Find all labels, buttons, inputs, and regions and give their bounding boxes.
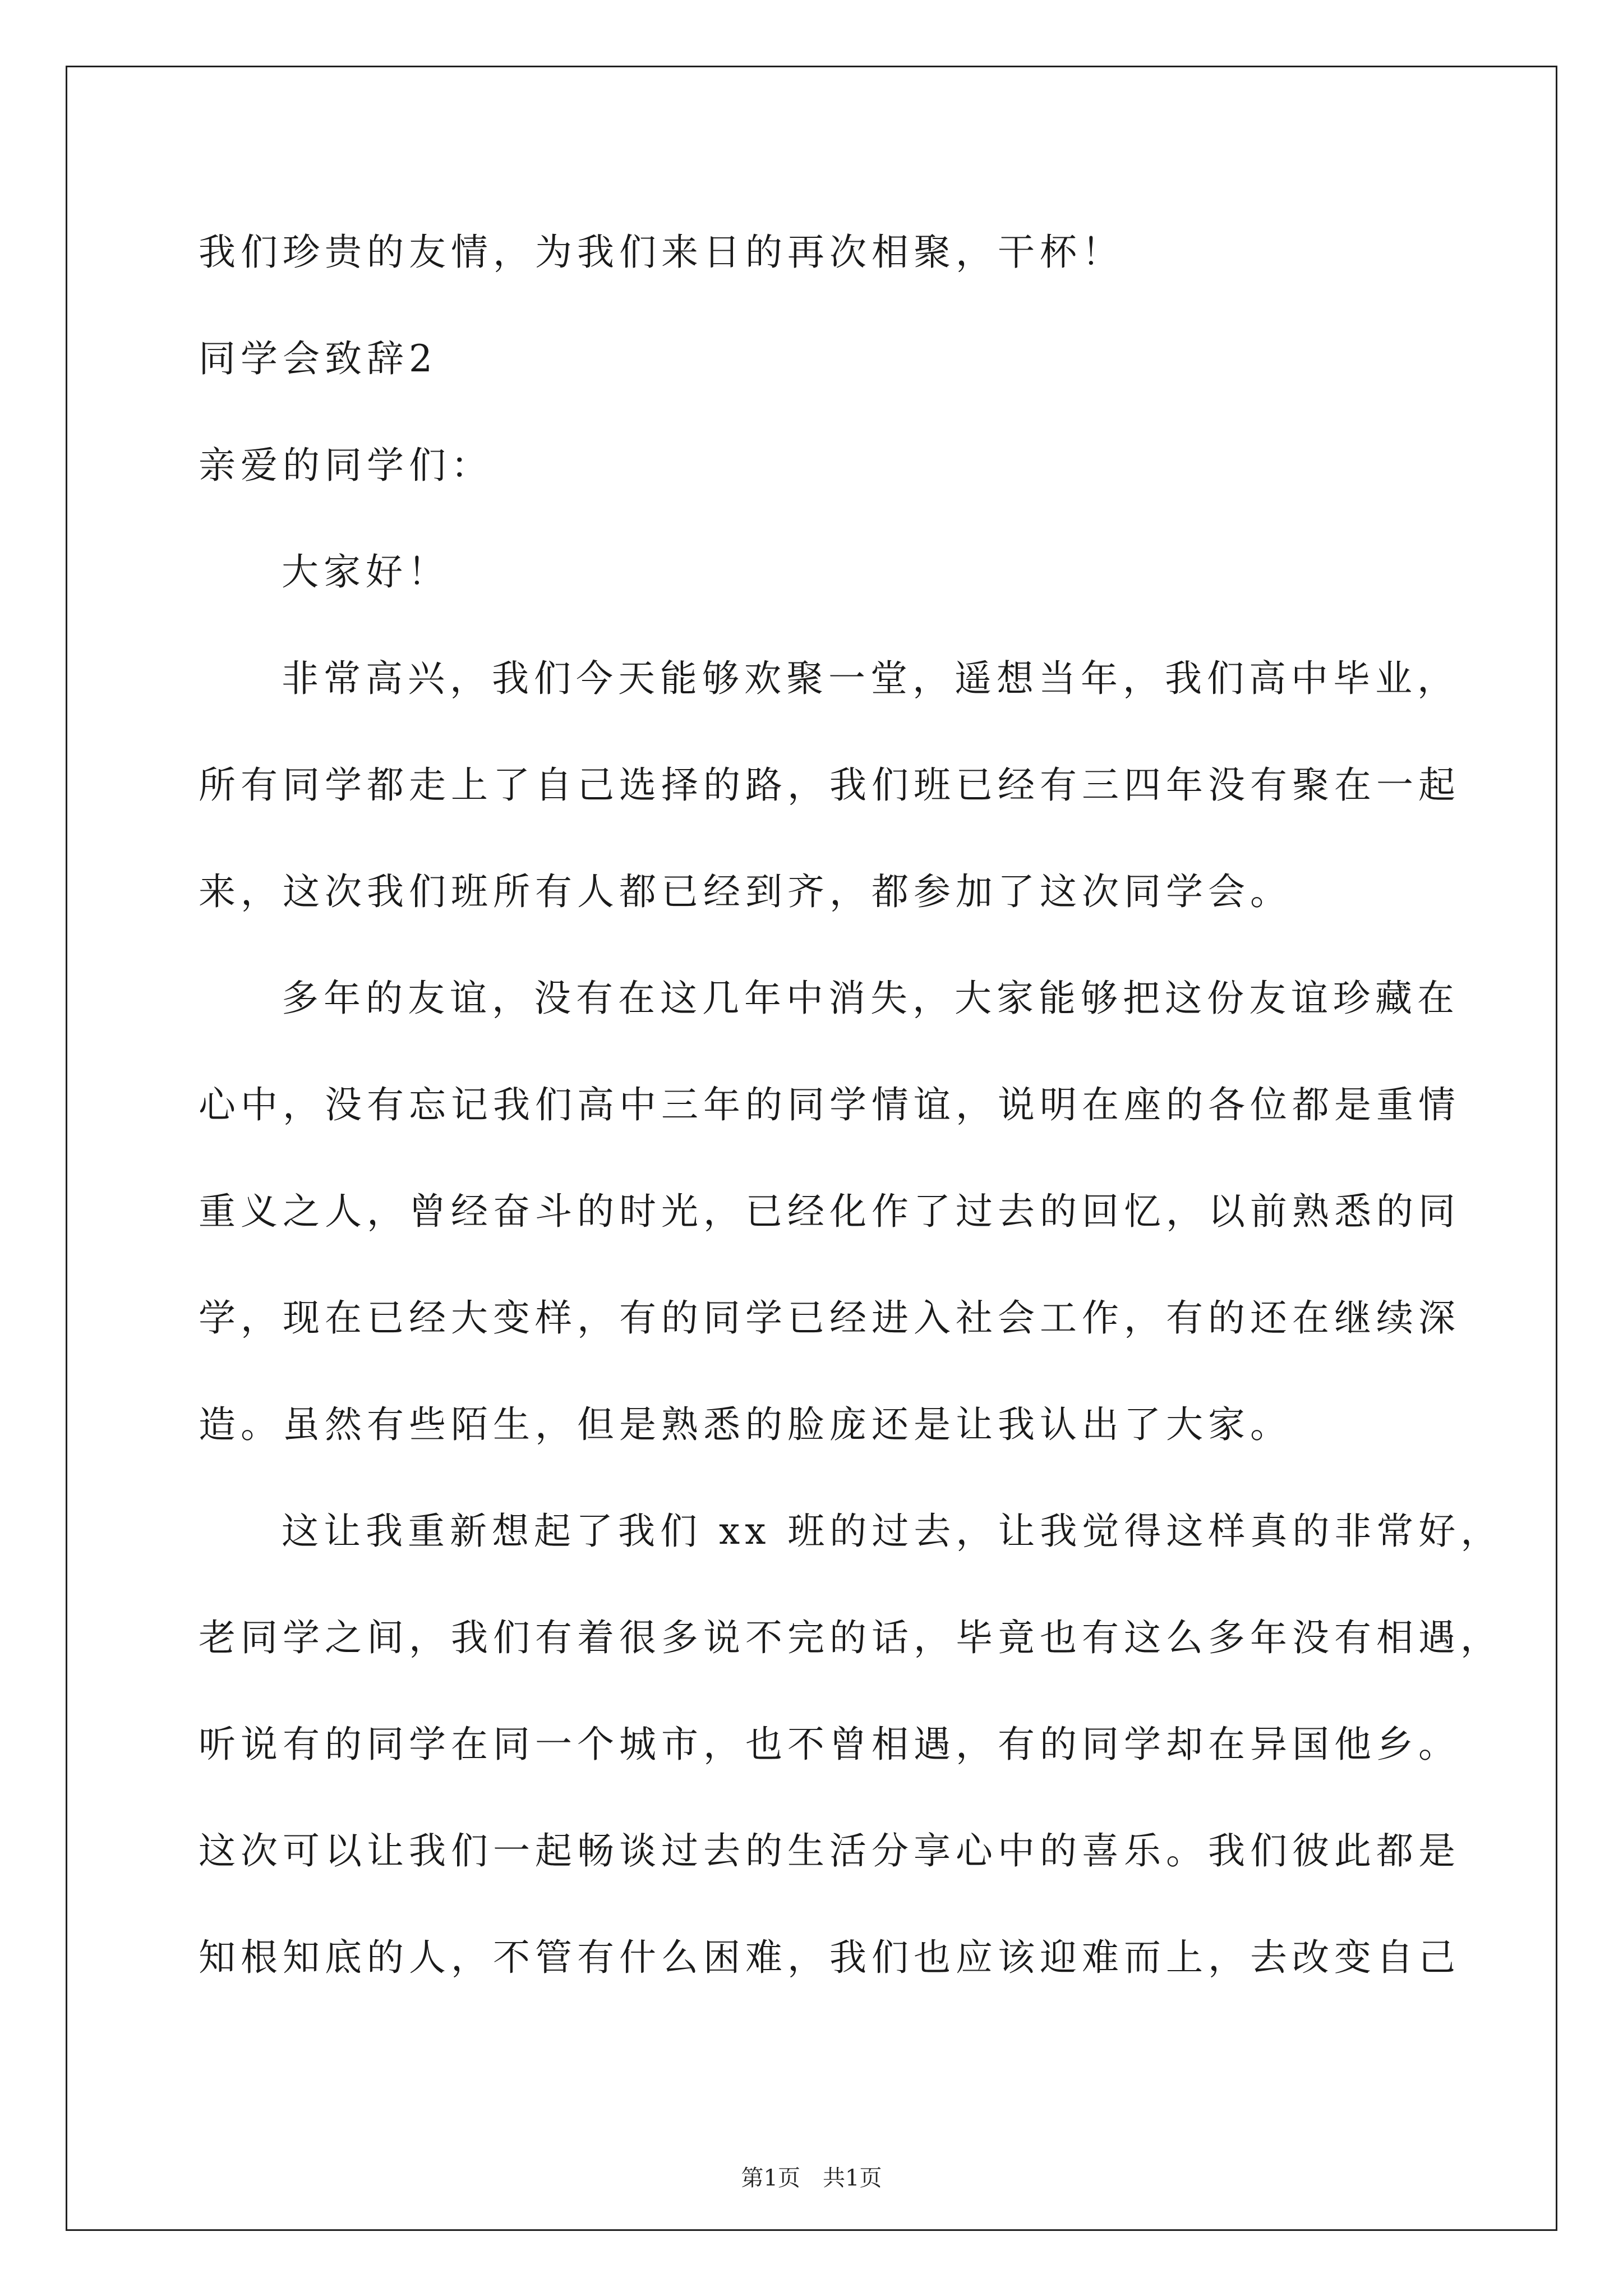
page-number: 第1页 — [741, 2165, 800, 2191]
text-line: 知根知底的人，不管有什么困难，我们也应该迎难而上，去改变自己 — [199, 1936, 1460, 1979]
page-footer — [0, 2164, 1623, 2192]
document-body — [199, 222, 1503, 2033]
text-line: 我们珍贵的友情，为我们来日的再次相聚，干杯！ — [199, 231, 1124, 274]
text-line: 非常高兴，我们今天能够欢聚一堂，遥想当年，我们高中毕业， — [282, 657, 1459, 700]
text-line: 重义之人，曾经奋斗的时光，已经化作了过去的回忆，以前熟悉的同 — [199, 1190, 1460, 1233]
text-line: 造。虽然有些陌生，但是熟悉的脸庞还是让我认出了大家。 — [199, 1403, 1292, 1446]
text-line: 心中，没有忘记我们高中三年的同学情谊，说明在座的各位都是重情 — [199, 1083, 1460, 1126]
text-line: 听说有的同学在同一个城市，也不曾相遇，有的同学却在异国他乡。 — [199, 1723, 1460, 1766]
page-total: 共1页 — [823, 2165, 882, 2191]
text-line: 亲爱的同学们： — [199, 444, 493, 487]
text-line: 这次可以让我们一起畅谈过去的生活分享心中的喜乐。我们彼此都是 — [199, 1829, 1460, 1872]
text-line: 多年的友谊，没有在这几年中消失，大家能够把这份友谊珍藏在 — [282, 977, 1459, 1020]
text-line: 来，这次我们班所有人都已经到齐，都参加了这次同学会。 — [199, 870, 1292, 913]
text-line: 老同学之间，我们有着很多说不完的话，毕竟也有这么多年没有相遇， — [199, 1616, 1502, 1659]
text-line: 大家好！ — [282, 550, 450, 593]
text-line: 所有同学都走上了自己选择的路，我们班已经有三四年没有聚在一起 — [199, 763, 1460, 807]
text-line: 这让我重新想起了我们 xx 班的过去，让我觉得这样真的非常好， — [282, 1510, 1503, 1553]
text-line: 学，现在已经大变样，有的同学已经进入社会工作，有的还在继续深 — [199, 1296, 1460, 1340]
text-line: 同学会致辞2 — [199, 337, 437, 380]
